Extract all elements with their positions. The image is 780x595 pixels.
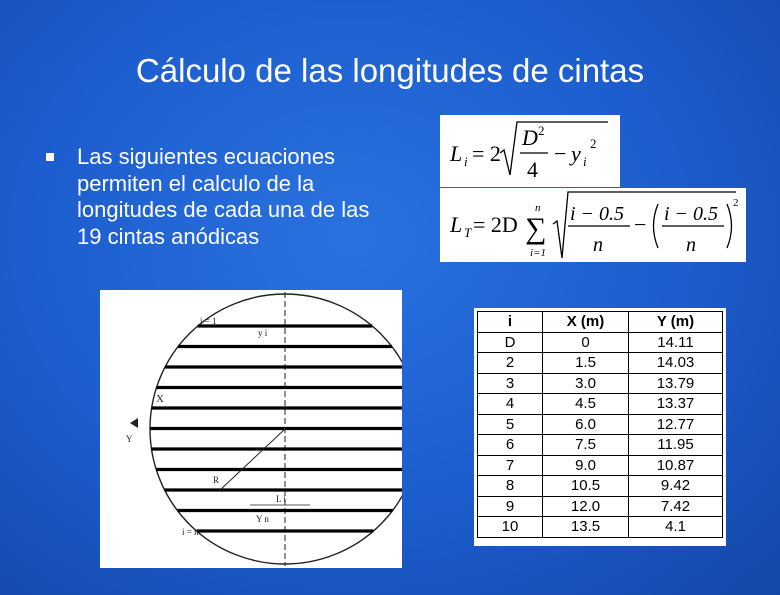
table-cell: 13.79 xyxy=(629,373,723,394)
label-x: X xyxy=(156,393,164,405)
table-cell: 14.03 xyxy=(629,353,723,374)
strips-table xyxy=(477,311,723,538)
table-row xyxy=(478,435,723,456)
table-cell: 7.5 xyxy=(543,435,629,456)
label-yi: y i xyxy=(258,328,268,338)
table-row xyxy=(478,353,723,374)
label-li: L i xyxy=(276,494,286,504)
formula1-y-exp: 2 xyxy=(590,136,597,151)
table-cell: 14.11 xyxy=(629,332,723,353)
table-cell: 8 xyxy=(478,476,543,497)
formula1-y: y xyxy=(571,141,581,166)
formula-total-length xyxy=(440,188,746,262)
header-i: i xyxy=(478,312,543,333)
table-cell: 10 xyxy=(478,517,543,538)
table-header-row xyxy=(478,312,723,333)
formula1-num-exp: 2 xyxy=(538,123,545,138)
table-cell: 12.0 xyxy=(543,496,629,517)
table-cell: D xyxy=(478,332,543,353)
table-cell: 9 xyxy=(478,496,543,517)
formula1-minus: − xyxy=(554,141,567,166)
table-row xyxy=(478,496,723,517)
formula2-equals: = 2D xyxy=(473,212,518,237)
formula2-frac1-num: i − 0.5 xyxy=(570,203,625,225)
label-i-n: i = n xyxy=(182,527,199,537)
anode-strips-diagram xyxy=(100,290,402,568)
strips-table-panel xyxy=(474,308,726,546)
table-row xyxy=(478,414,723,435)
table-cell: 6 xyxy=(478,435,543,456)
formula1-denominator: 4 xyxy=(527,157,538,182)
formula1-lhs: L xyxy=(450,141,463,166)
table-cell: 13.37 xyxy=(629,394,723,415)
header-y: Y (m) xyxy=(629,312,723,333)
sum-symbol: ∑ xyxy=(525,212,547,245)
table-cell: 4 xyxy=(478,394,543,415)
formula1-lhs-sub: i xyxy=(464,154,468,169)
table-cell: 5 xyxy=(478,414,543,435)
diagram-svg xyxy=(100,290,402,568)
table-cell: 4.1 xyxy=(629,517,723,538)
table-row xyxy=(478,517,723,538)
bullet-line: 19 cintas anódicas xyxy=(77,223,260,249)
formula-strip-length xyxy=(440,115,620,187)
slide-title: Cálculo de las longitudes de cintas xyxy=(135,52,645,89)
formula1-y-sub: i xyxy=(583,154,587,169)
table-row xyxy=(478,332,723,353)
table-cell: 7 xyxy=(478,455,543,476)
label-yn: Y n xyxy=(256,514,269,524)
formula2-lhs-sub: T xyxy=(464,225,472,240)
formula2-frac2-num: i − 0.5 xyxy=(664,203,719,225)
table-row xyxy=(478,455,723,476)
formula2-frac1-den: n xyxy=(593,234,603,256)
table-cell: 4.5 xyxy=(543,394,629,415)
formula1-equals: = 2 xyxy=(472,141,501,166)
label-i-1: i = 1 xyxy=(200,316,217,326)
bullet-marker xyxy=(46,153,54,161)
table-row xyxy=(478,394,723,415)
table-cell: 6.0 xyxy=(543,414,629,435)
table-cell: 13.5 xyxy=(543,517,629,538)
table-cell: 1.5 xyxy=(543,353,629,374)
bullet-text xyxy=(77,144,427,250)
label-y: Y xyxy=(126,434,133,444)
label-r: R xyxy=(213,475,220,485)
bullet-line: Las siguientes ecuaciones xyxy=(77,144,336,169)
formula2-minus: − xyxy=(634,212,647,237)
formula2-frac2-den: n xyxy=(686,234,696,256)
table-row xyxy=(478,373,723,394)
bullet-line: permiten el calculo de la xyxy=(77,170,315,196)
formula2-exp: 2 xyxy=(733,197,739,209)
table-cell: 3 xyxy=(478,373,543,394)
table-cell: 3.0 xyxy=(543,373,629,394)
formula2-lhs: L xyxy=(450,212,463,237)
table-cell: 0 xyxy=(543,332,629,353)
table-cell: 9.0 xyxy=(543,455,629,476)
bullet-line: longitudes de cada una de las xyxy=(77,197,370,222)
table-cell: 2 xyxy=(478,353,543,374)
header-x: X (m) xyxy=(543,312,629,333)
table-cell: 7.42 xyxy=(629,496,723,517)
table-cell: 10.5 xyxy=(543,476,629,497)
formula1-numerator: D xyxy=(522,125,538,150)
table-cell: 11.95 xyxy=(629,435,723,456)
formula2-sum-bottom: i=1 xyxy=(530,247,546,259)
y-arrow-icon xyxy=(130,418,138,428)
table-body xyxy=(478,332,723,537)
table-cell: 9.42 xyxy=(629,476,723,497)
formula2-sum-top: n xyxy=(535,202,541,214)
table-row xyxy=(478,476,723,497)
table-cell: 12.77 xyxy=(629,414,723,435)
table-cell: 10.87 xyxy=(629,455,723,476)
